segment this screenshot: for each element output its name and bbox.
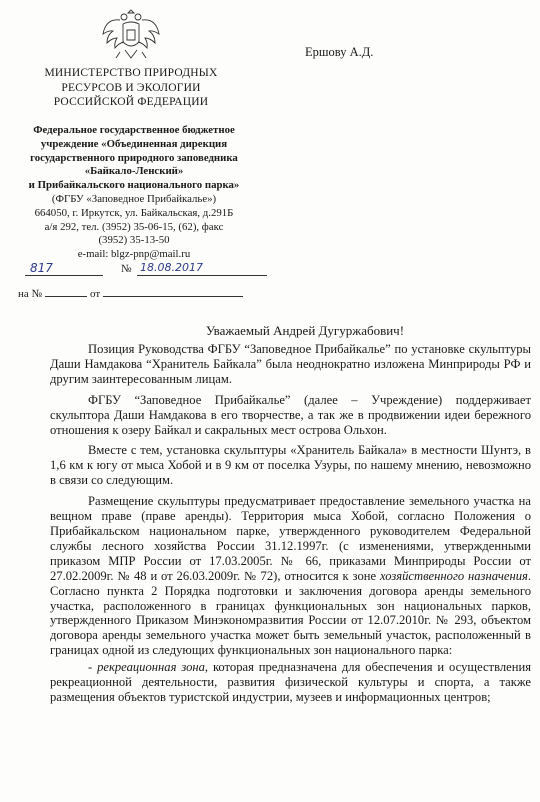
- list-dash: -: [88, 660, 98, 675]
- reply-number-blank: [45, 296, 87, 297]
- org-name-line: и Прибайкальского национального парка»: [28, 179, 240, 192]
- paragraph-text: Размещение скульптуры предусматривает предоставление земельного участка на вещном праве (праве аренды). Территория мыса Хобой, согласно Положения о Прибайкальском национальном парке, утвержденного руководителем Федеральной службы лесного хозяйства России 31.12.1997г. (с изменениями, утвержденными приказом МПР России от 17.03.2005г. № 66, приказами Минприроды России от 27.02.2009г. № 48 и от 26.03.2009г. № 72), относится к зоне: [50, 494, 531, 583]
- paragraph: Вместе с тем, установка скульптуры «Хранитель Байкала» в местности Шунтэ, в 1,6 км к югу от мыса Хобой и в 9 км от поселка Узуры, по нашему мнению, невозможно в связи со следующим.: [50, 443, 531, 488]
- paragraph: [50, 494, 531, 658]
- ministry-line: РЕСУРСОВ И ЭКОЛОГИИ: [61, 81, 201, 94]
- number-underline: [25, 275, 103, 276]
- outgoing-date: 18.08.2017: [140, 261, 203, 274]
- paragraph: ФГБУ “Заповедное Прибайкалье” (далее – Учреждение) поддерживает скульптора Даши Намдакова в его творчестве, а так же в продвижении идеи бережного отношения к озеру Байкал и сакральных мест острова Ольхон.: [50, 392, 531, 437]
- paragraph-text: . Согласно пункта 2 Порядка подготовки и заключения договора аренды земельного участка, расположенного в границах функциональных зон национальных парков, утвержденного Приказом Минэкономразвития России от 12.07.2010г. № 293, объектом договора аренды земельного участка может быть земельный участок, расположенный в границах одной из следующих функциональных зон национального парка:: [50, 568, 531, 658]
- reply-date-blank: [103, 296, 243, 297]
- org-phone: а/я 292, тел. (3952) 35-06-15, (62), факс: [44, 220, 224, 233]
- salutation: Уважаемый Андрей Дугуржабович!: [205, 323, 405, 338]
- paragraph: Позиция Руководства ФГБУ “Заповедное Прибайкалье” по установке скульптуры Даши Намдакова “Хранитель Байкала” была неоднократно изложена Минприроды РФ и другим заинтересованным лицам.: [50, 342, 531, 386]
- letter-body: [50, 342, 531, 711]
- org-name-line: Федеральное государственное бюджетное: [33, 124, 235, 136]
- org-email: e-mail: blgz-pnp@mail.ru: [77, 248, 191, 261]
- list-item-italic: рекреационная зона: [97, 660, 205, 675]
- org-address: 664050, г. Иркутск, ул. Байкальская, д.291Б: [34, 206, 234, 219]
- org-fax: (3952) 35-13-50: [98, 234, 170, 247]
- reply-middle: от: [90, 288, 101, 300]
- org-short-name: (ФГБУ «Заповедное Прибайкалье»): [51, 192, 217, 205]
- org-name-line: «Байкало-Ленский»: [84, 165, 184, 178]
- ministry-line: РОССИЙСКОЙ ФЕДЕРАЦИИ: [53, 96, 209, 108]
- paragraph-italic: хозяйственного назначения: [379, 568, 528, 583]
- ministry-line: МИНИСТЕРСТВО ПРИРОДНЫХ: [44, 67, 218, 79]
- number-sign: №: [121, 263, 132, 275]
- addressee: Ершову А.Д.: [305, 45, 374, 59]
- organization-block: [2, 124, 266, 262]
- list-item-text: , которая предназначена для обеспечения и осуществления рекреационной деятельности, развития физической культуры и спорта, а также размещения объектов туристской индустрии, музеев и информационных центров;: [50, 660, 531, 704]
- outgoing-number: 817: [30, 261, 53, 275]
- org-name-line: государственного природного заповедника: [30, 151, 238, 164]
- reply-prefix: на №: [18, 288, 43, 300]
- org-name-line: учреждение «Объединенная дирекция: [40, 137, 228, 150]
- reply-to-line: [18, 288, 278, 300]
- ministry-header: [38, 66, 224, 110]
- coat-of-arms-emblem: [100, 6, 162, 64]
- date-underline: [137, 275, 267, 276]
- list-item: [50, 660, 531, 705]
